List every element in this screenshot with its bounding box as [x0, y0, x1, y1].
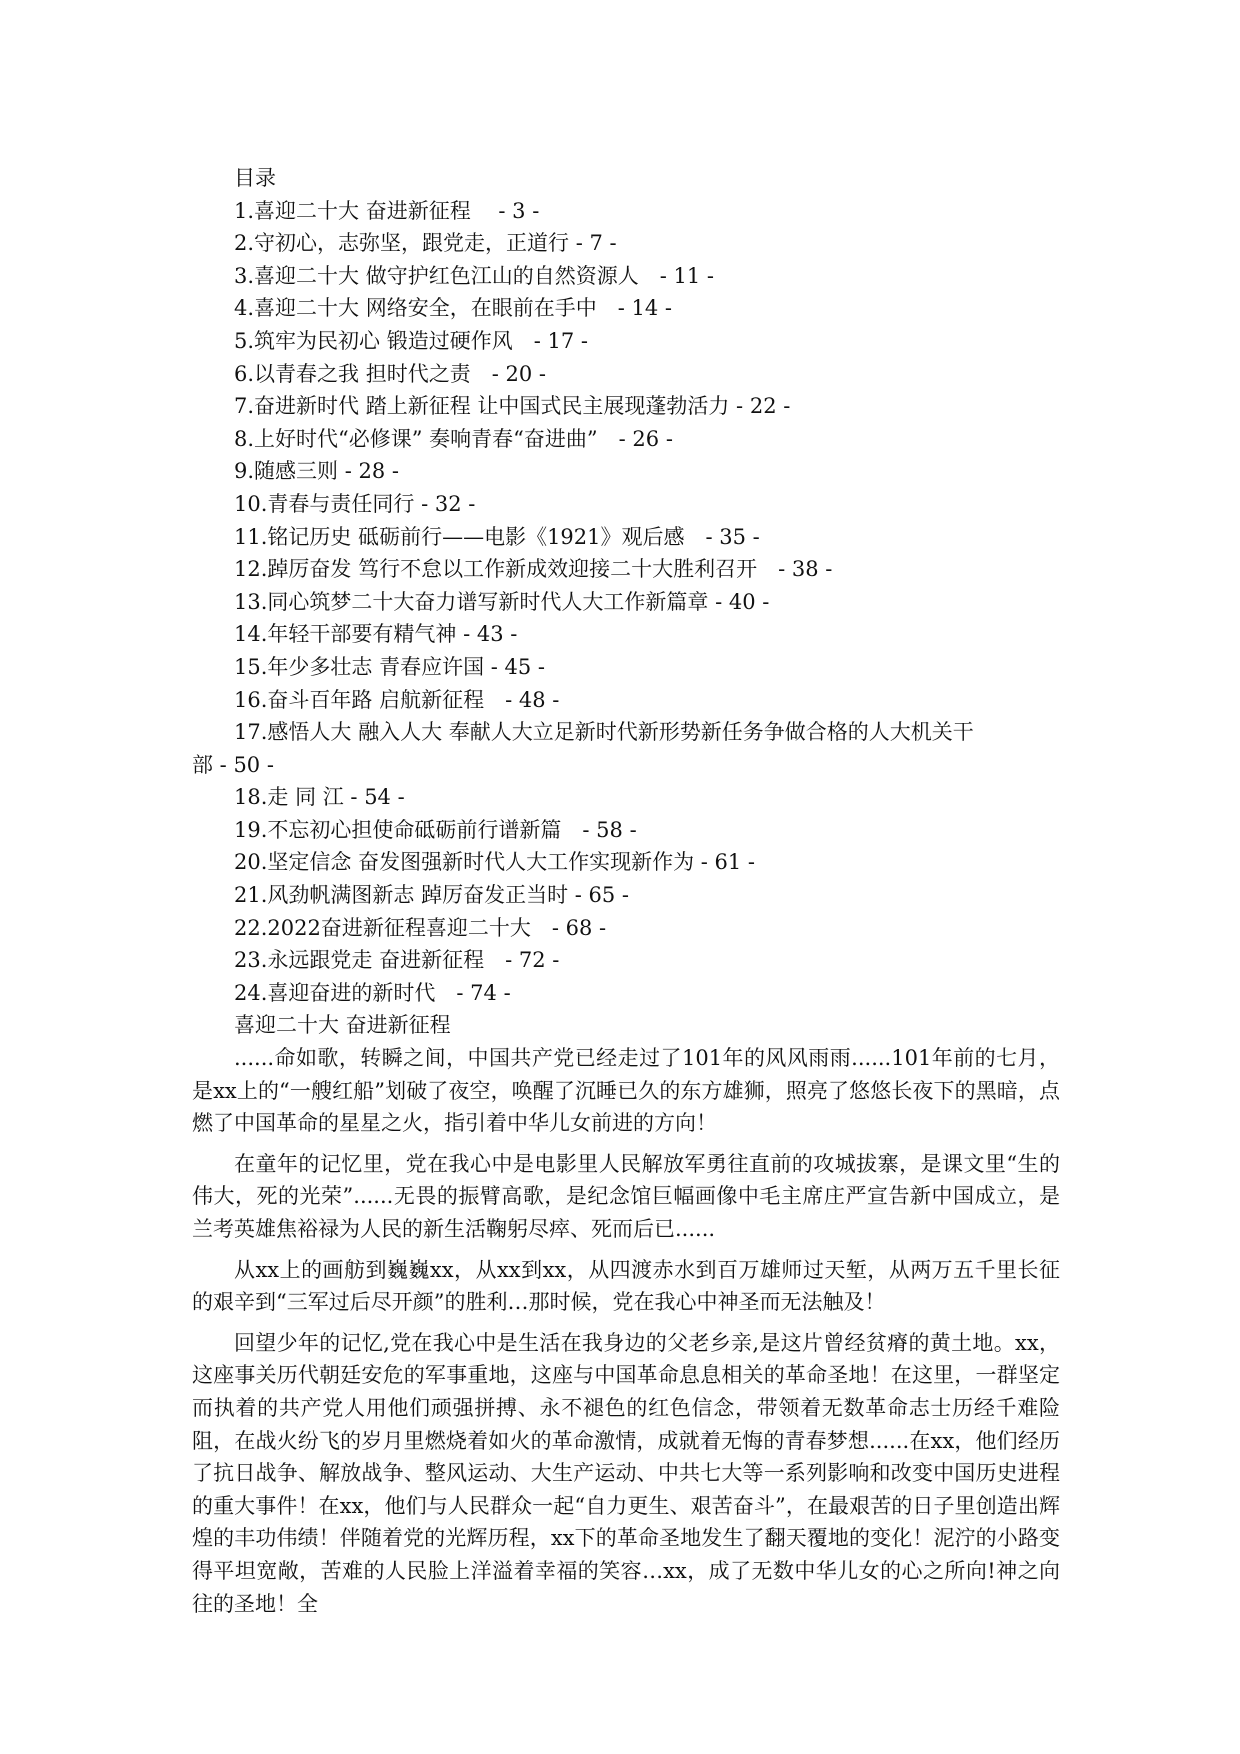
toc-item: 3.喜迎二十大 做守护红色江山的自然资源人 - 11 -	[234, 263, 714, 288]
toc-item: 5.筑牢为民初心 锻造过硬作风 - 17 -	[234, 328, 588, 353]
toc-item: 15.年少多壮志 青春应许国 - 45 -	[234, 654, 546, 679]
toc-item: 6.以青春之我 担时代之责 - 20 -	[234, 361, 546, 386]
toc-item: 1.喜迎二十大 奋进新征程 - 3 -	[234, 198, 540, 223]
toc-item: 2.守初心，志弥坚，跟党走，正道行 - 7 -	[234, 231, 617, 256]
toc-item: 16.奋斗百年路 启航新征程 - 48 -	[234, 687, 560, 712]
toc-item-17-line1: 17.感悟人大 融入人大 奉献人大立足新时代新形势新任务争做合格的人大机关干	[234, 720, 974, 745]
article-paragraph: 在童年的记忆里，党在我心中是电影里人民解放军勇往直前的攻城拔寨，是课文里“生的伟大，死的光荣”......无畏的振臂高歌，是纪念馆巨幅画像中毛主席庄严宣告新中国成立，是兰考英雄焦裕禄为人民的新生活鞠躬尽瘁、死而后已......	[192, 1151, 1060, 1241]
toc-item: 14.年轻干部要有精气神 - 43 -	[234, 622, 518, 647]
toc-item-17-line2: 部 - 50 -	[192, 752, 274, 777]
toc-item: 21.风劲帆满图新志 踔厉奋发正当时 - 65 -	[234, 883, 630, 908]
toc-title: 目录	[234, 166, 276, 190]
toc-item: 22.2022奋进新征程喜迎二十大 - 68 -	[234, 915, 607, 940]
document-content	[192, 162, 1060, 1620]
toc-item: 24.喜迎奋进的新时代 - 74 -	[234, 980, 511, 1005]
toc-item: 19.不忘初心担使命砥砺前行谱新篇 - 58 -	[234, 817, 637, 842]
toc-item: 23.永远跟党走 奋进新征程 - 72 -	[234, 948, 560, 973]
toc-item: 10.青春与责任同行 - 32 -	[234, 491, 476, 516]
article-title: 喜迎二十大 奋进新征程	[234, 1013, 451, 1038]
toc-item: 12.踔厉奋发 笃行不怠以工作新成效迎接二十大胜利召开 - 38 -	[234, 557, 833, 582]
toc-item: 13.同心筑梦二十大奋力谱写新时代人大工作新篇章 - 40 -	[234, 589, 770, 614]
article-paragraph: 回望少年的记忆,党在我心中是生活在我身边的父老乡亲,是这片曾经贫瘠的黄土地。xx，这座事关历代朝廷安危的军事重地，这座与中国革命息息相关的革命圣地！在这里，一群坚定而执着的共产党人用他们顽强拼搏、永不褪色的红色信念，带领着无数革命志士历经千难险阻，在战火纷飞的岁月里燃烧着如火的革命激情，成就着无悔的青春梦想......在xx，他们经历了抗日战争、解放战争、整风运动、大生产运动、中共七大等一系列影响和改变中国历史进程的重大事件！在xx，他们与人民群众一起“自力更生、艰苦奋斗”，在最艰苦的日子里创造出辉煌的丰功伟绩！伴随着党的光辉历程，xx下的革命圣地发生了翻天覆地的变化！泥泞的小路变得平坦宽敞，苦难的人民脸上洋溢着幸福的笑容…xx，成了无数中华儿女的心之所向!神之向往的圣地！全	[192, 1330, 1060, 1616]
toc-item: 18.走 同 江 - 54 -	[234, 785, 405, 810]
toc-item: 7.奋进新时代 踏上新征程 让中国式民主展现蓬勃活力 - 22 -	[234, 394, 791, 419]
article-paragraph: ......命如歌，转瞬之间，中国共产党已经走过了101年的风风雨雨......101年前的七月，是xx上的“一艘红船”划破了夜空，唤醒了沉睡已久的东方雄狮，照亮了悠悠长夜下的黑暗，点燃了中国革命的星星之火，指引着中华儿女前进的方向！	[192, 1046, 1060, 1136]
toc-item: 20.坚定信念 奋发图强新时代人大工作实现新作为 - 61 -	[234, 850, 756, 875]
toc-item: 9.随感三则 - 28 -	[234, 459, 399, 484]
toc-item: 11.铭记历史 砥砺前行——电影《1921》观后感 - 35 -	[234, 524, 760, 549]
article-paragraph: 从xx上的画舫到巍巍xx，从xx到xx，从四渡赤水到百万雄师过天堑，从两万五千里长征的艰辛到“三军过后尽开颜”的胜利…那时候，党在我心中神圣而无法触及！	[192, 1257, 1060, 1315]
toc-item: 8.上好时代“必修课” 奏响青春“奋进曲” - 26 -	[234, 426, 673, 451]
toc-item: 4.喜迎二十大 网络安全，在眼前在手中 - 14 -	[234, 296, 672, 321]
